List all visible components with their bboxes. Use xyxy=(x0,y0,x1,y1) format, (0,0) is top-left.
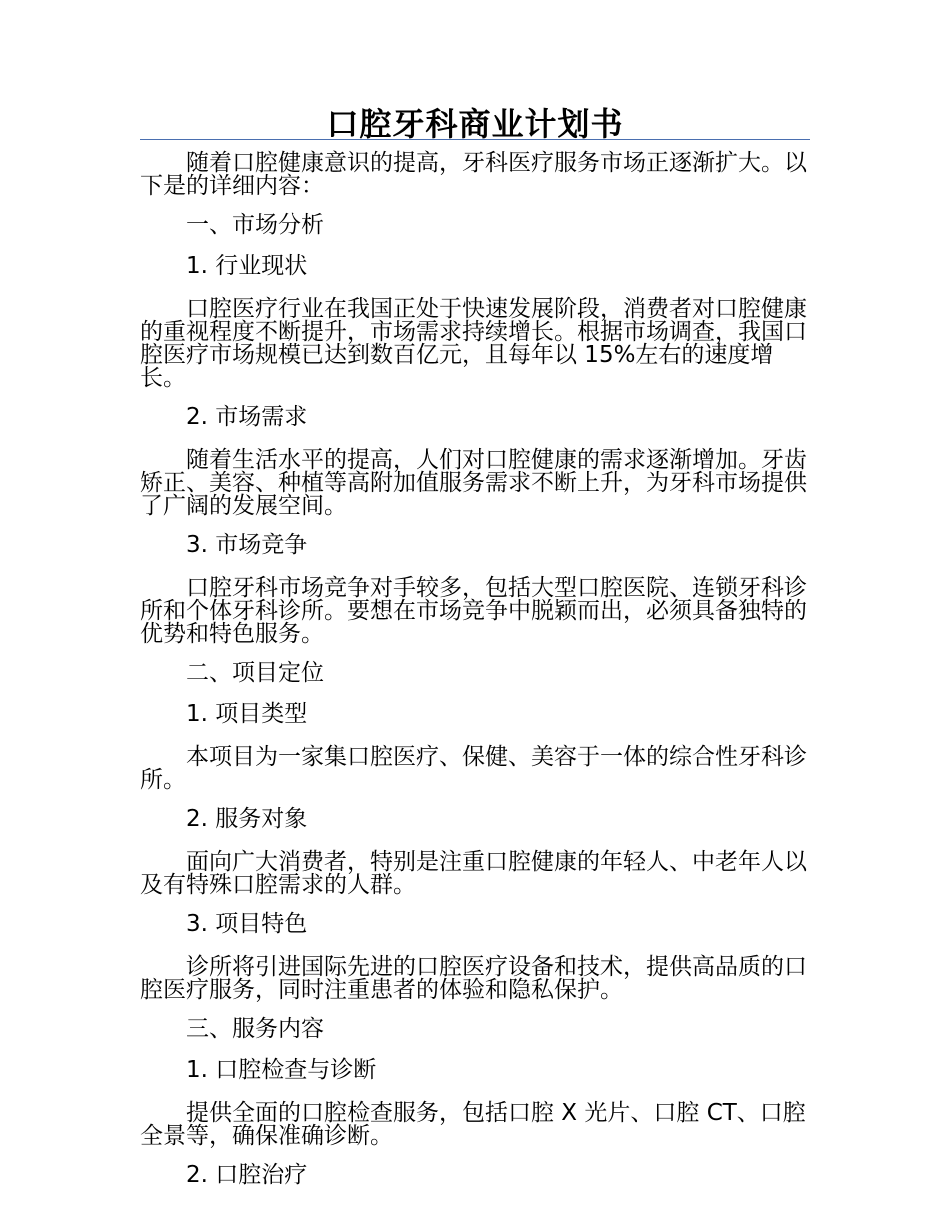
subheading-oral-treatment: 2. 口腔治疗 xyxy=(186,1162,308,1188)
paragraph-market-demand: 随着生活水平的提高，人们对口腔健康的需求逐渐增加。牙齿矫正、美容、种植等高附加值服务需求不断上升，为牙科市场提供了广阔的发展空间。 xyxy=(140,447,807,519)
subheading-service-target: 2. 服务对象 xyxy=(186,806,308,832)
section-heading-market-analysis: 一、市场分析 xyxy=(186,212,324,238)
paragraph-service-target: 面向广大消费者，特别是注重口腔健康的年轻人、中老年人以及有特殊口腔需求的人群。 xyxy=(140,849,807,898)
subheading-industry-status: 1. 行业现状 xyxy=(186,253,308,279)
intro-paragraph: 随着口腔健康意识的提高，牙科医疗服务市场正逐渐扩大。以下是的详细内容： xyxy=(140,150,807,199)
paragraph-oral-exam: 提供全面的口腔检查服务，包括口腔 X 光片、口腔 CT、口腔全景等，确保准确诊断。 xyxy=(140,1100,806,1149)
subheading-project-features: 3. 项目特色 xyxy=(186,911,308,937)
title-underline xyxy=(140,139,810,140)
document-title: 口腔牙科商业计划书 xyxy=(326,105,624,143)
document-body xyxy=(140,152,810,1189)
paragraph-project-features: 诊所将引进国际先进的口腔医疗设备和技术，提供高品质的口腔医疗服务，同时注重患者的体验和隐私保护。 xyxy=(140,954,807,1003)
subheading-market-demand: 2. 市场需求 xyxy=(186,404,308,430)
paragraph-market-competition: 口腔牙科市场竞争对手较多，包括大型口腔医院、连锁牙科诊所和个体牙科诊所。要想在市场竞争中脱颖而出，必须具备独特的优势和特色服务。 xyxy=(140,575,807,647)
subheading-market-competition: 3. 市场竞争 xyxy=(186,532,308,558)
subheading-project-type: 1. 项目类型 xyxy=(186,701,308,727)
paragraph-project-type: 本项目为一家集口腔医疗、保健、美容于一体的综合性牙科诊所。 xyxy=(140,744,807,793)
subheading-oral-exam: 1. 口腔检查与诊断 xyxy=(186,1057,377,1083)
section-heading-service-content: 三、服务内容 xyxy=(186,1016,324,1042)
section-heading-project-positioning: 二、项目定位 xyxy=(186,660,324,686)
paragraph-industry-status: 口腔医疗行业在我国正处于快速发展阶段，消费者对口腔健康的重视程度不断提升，市场需求持续增长。根据市场调查，我国口腔医疗市场规模已达到数百亿元，且每年以 15%左右的速度增长。 xyxy=(140,296,807,391)
